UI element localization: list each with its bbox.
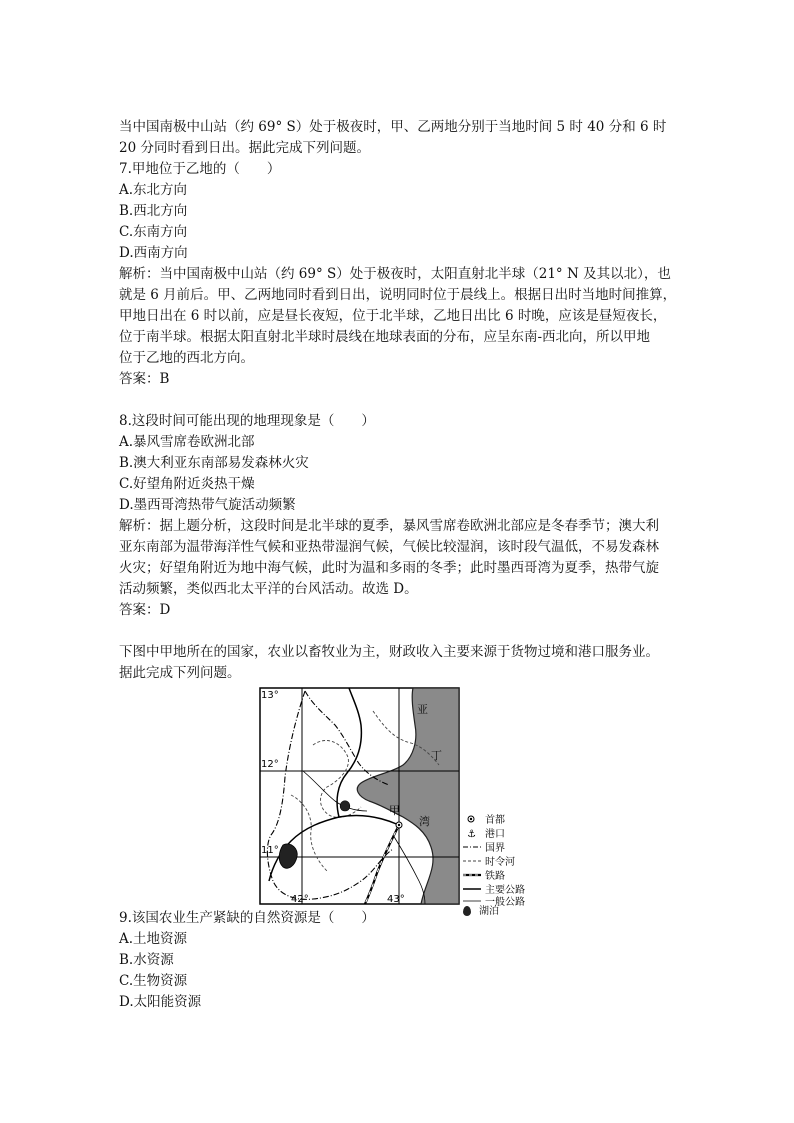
q8-answer: 答案：D xyxy=(119,602,171,618)
legend-label-railway: 铁路 xyxy=(485,871,505,882)
q8-option-b: B.澳大利亚东南部易发森林火灾 xyxy=(119,455,309,471)
q8-option-a: A.暴风雪席卷欧洲北部 xyxy=(119,434,255,450)
legend-lake-row xyxy=(463,906,499,918)
q8-analysis-line: 亚东南部为温带海洋性气候和亚热带湿润气候，气候比较湿润，该时段气温低，不易发森林 xyxy=(119,539,659,555)
q8-stem: 8.这段时间可能出现的地理现象是（ ） xyxy=(119,413,375,429)
place-label-jia: 甲 xyxy=(389,804,400,817)
lon-label-42: 42° xyxy=(291,894,309,905)
q8-option-c: C.好望角附近炎热干燥 xyxy=(119,476,255,492)
lon-label-43: 43° xyxy=(387,894,405,905)
legend-label-seasonal-river: 时令河 xyxy=(485,857,515,868)
intro1-line2: 20 分同时看到日出。据此完成下列问题。 xyxy=(119,140,370,156)
q9-option-b: B.水资源 xyxy=(119,952,174,968)
lat-label-12: 12° xyxy=(261,759,279,770)
sea-label-char: 湾 xyxy=(419,815,430,828)
legend-label-capital: 首都 xyxy=(485,815,505,826)
q7-answer: 答案：B xyxy=(119,371,170,387)
q9-option-a: A.土地资源 xyxy=(119,931,188,947)
q9-option-d: D.太阳能资源 xyxy=(119,994,202,1010)
legend-port-icon: ⚓ xyxy=(467,829,476,840)
q8-option-d: D.墨西哥湾热带气旋活动频繁 xyxy=(119,497,296,513)
map-figure xyxy=(119,685,679,917)
legend-lake-icon xyxy=(463,906,471,916)
q7-option-a: A.东北方向 xyxy=(119,182,188,198)
q7-analysis-line: 甲地日出在 6 时以前，应是昼长夜短，位于北半球，乙地日出比 6 时晚，应该是昼短夜长， xyxy=(119,308,667,324)
q9-stem: 9.该国农业生产紧缺的自然资源是（ ） xyxy=(119,910,375,926)
q7-stem: 7.甲地位于乙地的（ ） xyxy=(119,161,281,177)
legend-label-lake: 湖泊 xyxy=(479,906,499,917)
q7-analysis-line: 就是 6 月前后。甲、乙两地同时看到日出，说明同时位于晨线上。根据日出时当地时间推算， xyxy=(119,287,677,303)
djibouti-map xyxy=(243,685,553,910)
map-legend xyxy=(463,813,525,908)
q9-option-c: C.生物资源 xyxy=(119,973,188,989)
intro2-line1: 下图中甲地所在的国家，农业以畜牧业为主，财政收入主要来源于货物过境和港口服务业。 xyxy=(119,644,659,660)
legend-label-port: 港口 xyxy=(485,829,505,840)
intro2-line2: 据此完成下列问题。 xyxy=(119,665,241,681)
q7-analysis-line: 位于南半球。根据太阳直射北半球时晨线在地球表面的分布，应呈东南-西北向，所以甲地 xyxy=(119,329,651,345)
q7-option-d: D.西南方向 xyxy=(119,245,188,261)
document-body xyxy=(119,117,679,1013)
sea-label-char: 亚 xyxy=(417,703,428,716)
lat-label-11: 11° xyxy=(261,845,279,856)
lake-small xyxy=(340,801,350,811)
q7-analysis-line: 解析：当中国南极中山站（约 69° S）处于极夜时，太阳直射北半球（21° N 及其以北），也 xyxy=(119,266,671,282)
legend-label-border: 国界 xyxy=(485,843,505,854)
capital-dot xyxy=(398,824,400,826)
q8-analysis-line: 活动频繁，类似西北太平洋的台风活动。故选 D。 xyxy=(119,581,418,597)
q7-analysis-line: 位于乙地的西北方向。 xyxy=(119,350,254,366)
q8-analysis-line: 火灾；好望角附近为地中海气候，此时为温和多雨的冬季；此时墨西哥湾为夏季，热带气旋 xyxy=(119,560,659,576)
sea-label-char: 丁 xyxy=(431,749,442,762)
intro1-line1: 当中国南极中山站（约 69° S）处于极夜时，甲、乙两地分别于当地时间 5 时 40 分和 6 时 xyxy=(119,119,667,135)
q8-analysis-line: 解析：据上题分析，这段时间是北半球的夏季，暴风雪席卷欧洲北部应是冬春季节；澳大利 xyxy=(119,518,659,534)
legend-label-main-road: 主要公路 xyxy=(485,885,525,896)
q7-option-b: B.西北方向 xyxy=(119,203,188,219)
lat-label-13: 13° xyxy=(261,690,279,701)
legend-label-minor-road: 一般公路 xyxy=(485,897,525,908)
q7-option-c: C.东南方向 xyxy=(119,224,188,240)
